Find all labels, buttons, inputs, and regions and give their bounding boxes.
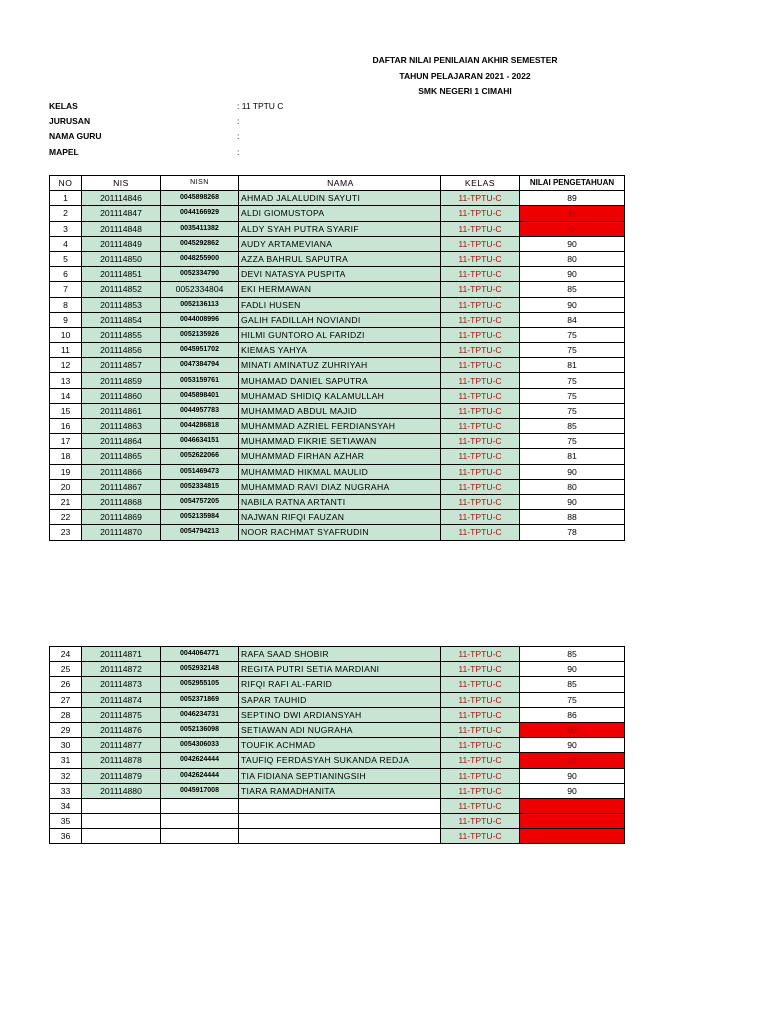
cell-kelas: 11-TPTU-C <box>441 221 520 236</box>
cell-nama: MUHAMMAD HIKMAL MAULID <box>239 464 441 479</box>
meta-value-nama-guru: : <box>237 131 240 141</box>
cell-nis: 201114848 <box>82 221 161 236</box>
cell-no: 17 <box>50 434 82 449</box>
cell-nis: 201114866 <box>82 464 161 479</box>
cell-nilai: 81 <box>520 358 625 373</box>
cell-no: 7 <box>50 282 82 297</box>
table-row <box>50 221 625 236</box>
cell-no: 25 <box>50 662 82 677</box>
table-row <box>50 312 625 327</box>
cell-nis: 201114853 <box>82 297 161 312</box>
cell-nis: 201114879 <box>82 768 161 783</box>
cell-nama: TAUFIQ FERDASYAH SUKANDA REDJA <box>239 753 441 768</box>
cell-nisn: 0046234731 <box>161 707 239 722</box>
table-row <box>50 753 625 768</box>
cell-kelas: 11-TPTU-C <box>441 312 520 327</box>
cell-nilai: 85 <box>520 419 625 434</box>
cell-nis <box>82 798 161 813</box>
cell-nisn: 0042624444 <box>161 753 239 768</box>
cell-nis: 201114877 <box>82 738 161 753</box>
table-row <box>50 738 625 753</box>
cell-nama: RIFQI RAFI AL-FARID <box>239 677 441 692</box>
cell-kelas: 11-TPTU-C <box>441 738 520 753</box>
cell-nama: MUHAMMAD ABDUL MAJID <box>239 403 441 418</box>
cell-kelas: 11-TPTU-C <box>441 373 520 388</box>
cell-no: 11 <box>50 343 82 358</box>
cell-nisn: 0045898268 <box>161 191 239 206</box>
cell-nilai: 90 <box>520 768 625 783</box>
cell-nama: ALDI GIOMUSTOPA <box>239 206 441 221</box>
table-row <box>50 236 625 251</box>
table-row <box>50 206 625 221</box>
cell-no: 3 <box>50 221 82 236</box>
cell-nisn: 0045917008 <box>161 783 239 798</box>
table-row <box>50 282 625 297</box>
table-row <box>50 707 625 722</box>
cell-nisn <box>161 829 239 844</box>
cell-nis: 201114850 <box>82 251 161 266</box>
table-row <box>50 373 625 388</box>
cell-nisn: 0035411382 <box>161 221 239 236</box>
table-row <box>50 403 625 418</box>
cell-kelas: 11-TPTU-C <box>441 510 520 525</box>
cell-kelas: 11-TPTU-C <box>441 464 520 479</box>
table-row <box>50 783 625 798</box>
cell-nisn: 0046634151 <box>161 434 239 449</box>
cell-kelas: 11-TPTU-C <box>441 783 520 798</box>
cell-nis: 201114863 <box>82 419 161 434</box>
cell-nama: TIARA RAMADHANITA <box>239 783 441 798</box>
cell-no: 19 <box>50 464 82 479</box>
cell-nilai: 81 <box>520 449 625 464</box>
table-row <box>50 267 625 282</box>
cell-nilai: 88 <box>520 510 625 525</box>
cell-no: 21 <box>50 494 82 509</box>
doc-year: TAHUN PELAJARAN 2021 - 2022 <box>399 71 531 81</box>
cell-nisn: 0052334815 <box>161 479 239 494</box>
cell-no: 35 <box>50 814 82 829</box>
cell-nilai: 28 <box>520 753 625 768</box>
doc-title: DAFTAR NILAI PENILAIAN AKHIR SEMESTER <box>372 55 558 65</box>
cell-kelas: 11-TPTU-C <box>441 525 520 540</box>
cell-kelas: 11-TPTU-C <box>441 449 520 464</box>
col-header-nis: NIS <box>82 176 161 191</box>
meta-label-kelas: KELAS <box>49 101 78 111</box>
doc-school: SMK NEGERI 1 CIMAHI <box>418 86 512 96</box>
cell-no: 20 <box>50 479 82 494</box>
table-header-row <box>50 176 625 191</box>
cell-nis: 201114867 <box>82 479 161 494</box>
cell-kelas: 11-TPTU-C <box>441 677 520 692</box>
cell-no: 18 <box>50 449 82 464</box>
cell-nis: 201114851 <box>82 267 161 282</box>
cell-nisn: 0045898401 <box>161 388 239 403</box>
cell-nisn: 0045292862 <box>161 236 239 251</box>
meta-value-mapel: : <box>237 147 240 157</box>
cell-no: 9 <box>50 312 82 327</box>
table-row <box>50 434 625 449</box>
table-row <box>50 191 625 206</box>
cell-nisn: 0052136098 <box>161 722 239 737</box>
cell-kelas: 11-TPTU-C <box>441 419 520 434</box>
cell-nilai: 90 <box>520 783 625 798</box>
cell-kelas: 11-TPTU-C <box>441 434 520 449</box>
cell-nis: 201114856 <box>82 343 161 358</box>
col-header-nama: NAMA <box>239 176 441 191</box>
cell-no: 8 <box>50 297 82 312</box>
cell-kelas: 11-TPTU-C <box>441 768 520 783</box>
cell-no: 23 <box>50 525 82 540</box>
cell-nilai: 90 <box>520 297 625 312</box>
cell-nilai: 84 <box>520 312 625 327</box>
table-row <box>50 525 625 540</box>
cell-nama <box>239 798 441 813</box>
cell-nis: 201114849 <box>82 236 161 251</box>
cell-nisn <box>161 814 239 829</box>
cell-nis: 201114869 <box>82 510 161 525</box>
cell-nisn: 0052371869 <box>161 692 239 707</box>
cell-nama: SEPTINO DWI ARDIANSYAH <box>239 707 441 722</box>
cell-nis: 201114860 <box>82 388 161 403</box>
cell-no: 27 <box>50 692 82 707</box>
cell-nama: REGITA PUTRI SETIA MARDIANI <box>239 662 441 677</box>
cell-no: 13 <box>50 373 82 388</box>
cell-no: 1 <box>50 191 82 206</box>
cell-no: 33 <box>50 783 82 798</box>
cell-no: 28 <box>50 707 82 722</box>
cell-nis: 201114880 <box>82 783 161 798</box>
cell-kelas: 11-TPTU-C <box>441 191 520 206</box>
cell-nis: 201114859 <box>82 373 161 388</box>
col-header-no: NO <box>50 176 82 191</box>
col-header-nilai: NILAI PENGETAHUAN <box>520 176 625 191</box>
cell-nis: 201114847 <box>82 206 161 221</box>
cell-nilai: 60 <box>520 722 625 737</box>
cell-nama: MUHAMAD DANIEL SAPUTRA <box>239 373 441 388</box>
cell-nilai: 90 <box>520 267 625 282</box>
cell-nama <box>239 814 441 829</box>
cell-kelas: 11-TPTU-C <box>441 707 520 722</box>
cell-nilai: 75 <box>520 343 625 358</box>
cell-nama: HILMI GUNTORO AL FARIDZI <box>239 327 441 342</box>
cell-nama: KIEMAS YAHYA <box>239 343 441 358</box>
cell-nama: AZZA BAHRUL SAPUTRA <box>239 251 441 266</box>
cell-nis <box>82 829 161 844</box>
cell-nis: 201114871 <box>82 647 161 662</box>
cell-nisn: 0052135984 <box>161 510 239 525</box>
cell-nisn: 0054794213 <box>161 525 239 540</box>
cell-nis: 201114874 <box>82 692 161 707</box>
table-row <box>50 692 625 707</box>
col-header-kelas: KELAS <box>441 176 520 191</box>
cell-nilai: 90 <box>520 236 625 251</box>
grades-table-2 <box>49 646 625 844</box>
grades-table-1 <box>49 175 625 541</box>
cell-no: 36 <box>50 829 82 844</box>
cell-nisn: 0052135926 <box>161 327 239 342</box>
table-row <box>50 662 625 677</box>
table-row <box>50 464 625 479</box>
cell-nisn <box>161 798 239 813</box>
cell-nisn: 0053159761 <box>161 373 239 388</box>
cell-nilai: 85 <box>520 282 625 297</box>
cell-nama: ALDY SYAH PUTRA SYARIF <box>239 221 441 236</box>
cell-kelas: 11-TPTU-C <box>441 251 520 266</box>
table-row <box>50 647 625 662</box>
cell-nama: EKI HERMAWAN <box>239 282 441 297</box>
cell-nis: 201114876 <box>82 722 161 737</box>
cell-nisn: 0044286818 <box>161 419 239 434</box>
cell-nama: MUHAMMAD FIRHAN AZHAR <box>239 449 441 464</box>
cell-kelas: 11-TPTU-C <box>441 282 520 297</box>
cell-kelas: 11-TPTU-C <box>441 647 520 662</box>
cell-nisn: 0052334790 <box>161 267 239 282</box>
cell-nisn: 0052955105 <box>161 677 239 692</box>
cell-nama: MUHAMAD SHIDIQ KALAMULLAH <box>239 388 441 403</box>
cell-nama: AHMAD JALALUDIN SAYUTI <box>239 191 441 206</box>
cell-no: 34 <box>50 798 82 813</box>
cell-no: 30 <box>50 738 82 753</box>
cell-nisn: 0045951702 <box>161 343 239 358</box>
cell-nis: 201114846 <box>82 191 161 206</box>
cell-kelas: 11-TPTU-C <box>441 662 520 677</box>
cell-nama: MUHAMMAD AZRIEL FERDIANSYAH <box>239 419 441 434</box>
table-row <box>50 449 625 464</box>
cell-nama: AUDY ARTAMEVIANA <box>239 236 441 251</box>
cell-kelas: 11-TPTU-C <box>441 494 520 509</box>
table-row <box>50 722 625 737</box>
cell-nilai: 90 <box>520 494 625 509</box>
cell-nisn: 0047384794 <box>161 358 239 373</box>
cell-nama: MUHAMMAD RAVI DIAZ NUGRAHA <box>239 479 441 494</box>
cell-nilai: 0 <box>520 221 625 236</box>
cell-no: 6 <box>50 267 82 282</box>
cell-kelas: 11-TPTU-C <box>441 358 520 373</box>
cell-nama: SAPAR TAUHID <box>239 692 441 707</box>
table-row <box>50 327 625 342</box>
cell-no: 14 <box>50 388 82 403</box>
cell-nilai: 90 <box>520 738 625 753</box>
meta-label-mapel: MAPEL <box>49 147 79 157</box>
cell-kelas: 11-TPTU-C <box>441 236 520 251</box>
col-header-nisn: NISN <box>161 176 239 191</box>
cell-no: 16 <box>50 419 82 434</box>
cell-no: 22 <box>50 510 82 525</box>
cell-nilai: 90 <box>520 464 625 479</box>
cell-kelas: 11-TPTU-C <box>441 206 520 221</box>
cell-no: 32 <box>50 768 82 783</box>
table-row <box>50 388 625 403</box>
cell-kelas: 11-TPTU-C <box>441 403 520 418</box>
meta-label-jurusan: JURUSAN <box>49 116 91 126</box>
cell-no: 4 <box>50 236 82 251</box>
cell-nis: 201114857 <box>82 358 161 373</box>
cell-nis: 201114875 <box>82 707 161 722</box>
cell-nilai: 80 <box>520 251 625 266</box>
cell-nis: 201114855 <box>82 327 161 342</box>
cell-kelas: 11-TPTU-C <box>441 753 520 768</box>
cell-kelas: 11-TPTU-C <box>441 388 520 403</box>
cell-no: 5 <box>50 251 82 266</box>
table-row <box>50 814 625 829</box>
cell-nilai <box>520 814 625 829</box>
cell-nisn: 0054757205 <box>161 494 239 509</box>
cell-nama: GALIH FADILLAH NOVIANDI <box>239 312 441 327</box>
cell-nis: 201114870 <box>82 525 161 540</box>
cell-no: 12 <box>50 358 82 373</box>
cell-nisn: 0054306033 <box>161 738 239 753</box>
cell-kelas: 11-TPTU-C <box>441 798 520 813</box>
cell-nama: NAJWAN RIFQI FAUZAN <box>239 510 441 525</box>
table-row <box>50 297 625 312</box>
cell-no: 26 <box>50 677 82 692</box>
cell-nisn: 0042624444 <box>161 768 239 783</box>
cell-no: 29 <box>50 722 82 737</box>
cell-nis: 201114854 <box>82 312 161 327</box>
table-row <box>50 479 625 494</box>
cell-no: 2 <box>50 206 82 221</box>
cell-no: 24 <box>50 647 82 662</box>
cell-kelas: 11-TPTU-C <box>441 722 520 737</box>
meta-label-nama-guru: NAMA GURU <box>49 131 102 141</box>
cell-nisn: 0052932148 <box>161 662 239 677</box>
cell-no: 10 <box>50 327 82 342</box>
cell-nilai: 44 <box>520 206 625 221</box>
cell-nilai <box>520 798 625 813</box>
cell-nis: 201114861 <box>82 403 161 418</box>
cell-nilai: 85 <box>520 647 625 662</box>
table-row <box>50 829 625 844</box>
cell-nilai: 85 <box>520 677 625 692</box>
table-row <box>50 358 625 373</box>
table-row <box>50 677 625 692</box>
cell-nisn: 0052622066 <box>161 449 239 464</box>
cell-no: 31 <box>50 753 82 768</box>
cell-nama: FADLI HUSEN <box>239 297 441 312</box>
cell-nilai <box>520 829 625 844</box>
meta-value-jurusan: : <box>237 116 240 126</box>
cell-nisn: 0052334804 <box>161 282 239 297</box>
cell-nilai: 75 <box>520 373 625 388</box>
cell-nilai: 86 <box>520 707 625 722</box>
table-row <box>50 419 625 434</box>
cell-nilai: 78 <box>520 525 625 540</box>
cell-nama: RAFA SAAD SHOBIR <box>239 647 441 662</box>
cell-nilai: 80 <box>520 479 625 494</box>
cell-kelas: 11-TPTU-C <box>441 297 520 312</box>
cell-nisn: 0044166929 <box>161 206 239 221</box>
cell-nis: 201114868 <box>82 494 161 509</box>
cell-nis: 201114865 <box>82 449 161 464</box>
table-row <box>50 251 625 266</box>
cell-nama: TOUFIK ACHMAD <box>239 738 441 753</box>
cell-kelas: 11-TPTU-C <box>441 479 520 494</box>
cell-nisn: 0044957783 <box>161 403 239 418</box>
table-row <box>50 510 625 525</box>
cell-nama: NOOR RACHMAT SYAFRUDIN <box>239 525 441 540</box>
cell-nis: 201114852 <box>82 282 161 297</box>
cell-kelas: 11-TPTU-C <box>441 829 520 844</box>
cell-nis <box>82 814 161 829</box>
table-row <box>50 798 625 813</box>
cell-kelas: 11-TPTU-C <box>441 327 520 342</box>
cell-kelas: 11-TPTU-C <box>441 267 520 282</box>
cell-nisn: 0044064771 <box>161 647 239 662</box>
cell-nilai: 90 <box>520 662 625 677</box>
cell-nisn: 0051469473 <box>161 464 239 479</box>
cell-nilai: 89 <box>520 191 625 206</box>
cell-no: 15 <box>50 403 82 418</box>
table-row <box>50 343 625 358</box>
cell-nama: TIA FIDIANA SEPTIANINGSIH <box>239 768 441 783</box>
cell-nisn: 0048255900 <box>161 251 239 266</box>
cell-nis: 201114873 <box>82 677 161 692</box>
cell-kelas: 11-TPTU-C <box>441 692 520 707</box>
cell-nis: 201114878 <box>82 753 161 768</box>
cell-nilai: 75 <box>520 692 625 707</box>
cell-nisn: 0052136113 <box>161 297 239 312</box>
meta-value-kelas: : 11 TPTU C <box>237 101 284 111</box>
cell-nilai: 75 <box>520 403 625 418</box>
cell-nilai: 75 <box>520 327 625 342</box>
cell-nisn: 0044008996 <box>161 312 239 327</box>
cell-nama: MINATI AMINATUZ ZUHRIYAH <box>239 358 441 373</box>
cell-nilai: 75 <box>520 434 625 449</box>
cell-nama: SETIAWAN ADI NUGRAHA <box>239 722 441 737</box>
cell-kelas: 11-TPTU-C <box>441 814 520 829</box>
cell-nama: DEVI NATASYA PUSPITA <box>239 267 441 282</box>
cell-nis: 201114872 <box>82 662 161 677</box>
cell-nis: 201114864 <box>82 434 161 449</box>
cell-kelas: 11-TPTU-C <box>441 343 520 358</box>
table-row <box>50 494 625 509</box>
cell-nama: MUHAMMAD FIKRIE SETIAWAN <box>239 434 441 449</box>
table-row <box>50 768 625 783</box>
cell-nama <box>239 829 441 844</box>
cell-nama: NABILA RATNA ARTANTI <box>239 494 441 509</box>
cell-nilai: 75 <box>520 388 625 403</box>
